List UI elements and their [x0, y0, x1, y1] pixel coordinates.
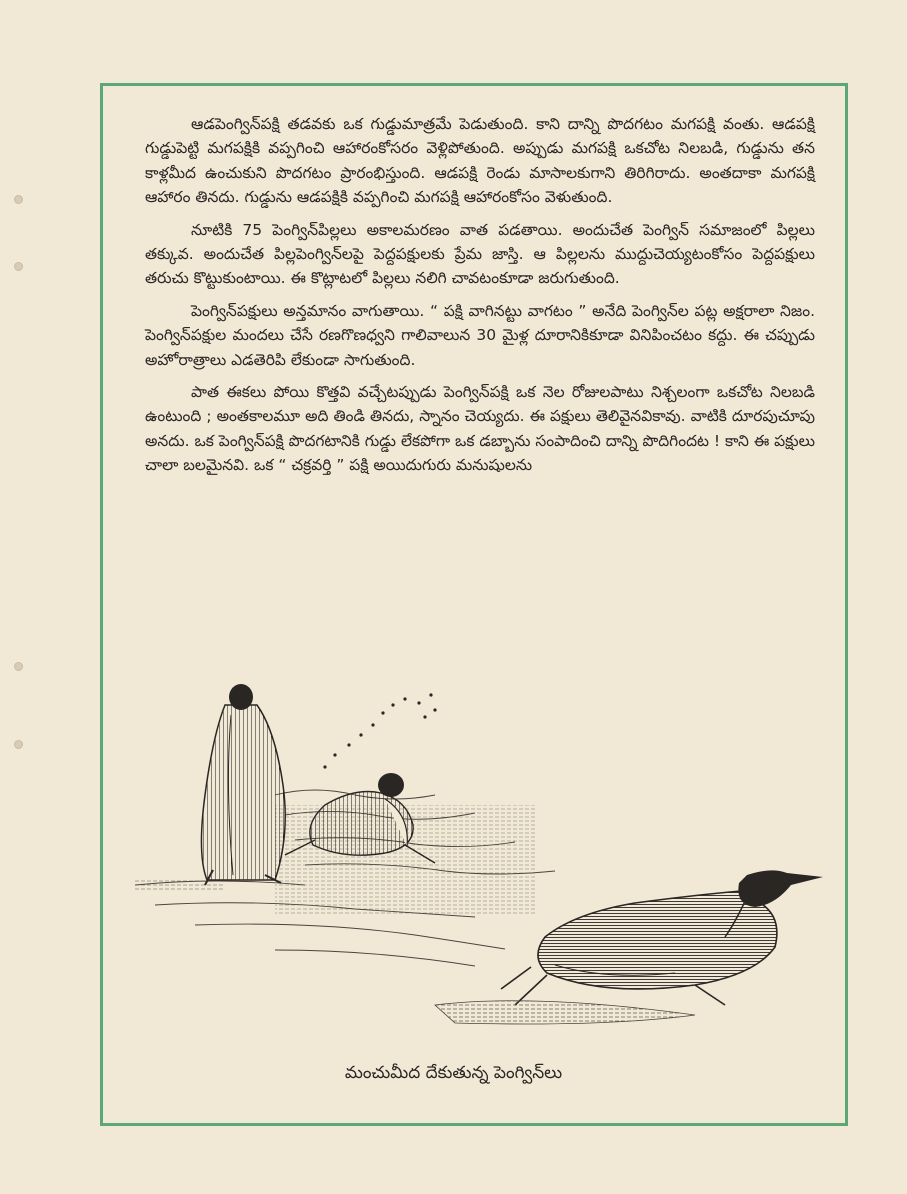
figure-caption: మంచుమీద దేకుతున్న పెంగ్విన్‌లు	[344, 1063, 563, 1083]
penguins-on-ice-icon	[135, 675, 825, 1035]
binding-hole	[14, 740, 23, 749]
binding-hole	[14, 195, 23, 204]
penguin-illustration	[135, 675, 825, 1035]
paragraph-1: ఆడపెంగ్విన్‌పక్షి తడవకు ఒక గుడ్డుమాత్రమే పెడుతుంది. కాని దాన్ని పొదగటం మగపక్షి వంతు. ఆడపక్షి గుడ్డుపెట్టి మగపక్షికి వప్పగించి ఆహారంకోసరం వెళ్లిపోతుంది. అప్పుడు మగపక్షి ఒకచోట నిలబడి, గుడ్డును తన కాళ్లమీద ఉంచుకుని పొదగటం ప్రారంభిస్తుంది. ఆడపక్షి రెండు మాసాలకుగాని తిరిగిరాదు. అంతదాకా మగపక్షి ఆహారం తినదు. గుడ్డును ఆడపక్షికి వప్పగించి మగపక్షి ఆహారంకోసం వెళుతుంది.	[145, 115, 815, 207]
standing-penguin	[201, 684, 285, 885]
paragraph-2: నూటికి 75 పెంగ్విన్‌పిల్లలు అకాలమరణం వాత పడతాయి. అందుచేత పెంగ్విన్ సమాజంలో పిల్లలు తక్కువ. అందుచేత పిల్లపెంగ్విన్‌లపై పెద్దపక్షులకు ప్రేమ జాస్తి. ఆ పిల్లలను ముద్దుచెయ్యటంకోసం పెద్దపక్షులు తరుచు కొట్టుకుంటాయి. ఈ కొట్లాటలో పిల్లలు నలిగి చావటంకూడా జరుగుతుంది.	[145, 220, 815, 288]
body-text	[145, 112, 815, 486]
binding-hole	[14, 662, 23, 671]
binding-hole	[14, 262, 23, 271]
paragraph-4: పాత ఈకలు పోయి కొత్తవి వచ్చేటప్పుడు పెంగ్విన్‌పక్షి ఒక నెల రోజులపాటు నిశ్చలంగా ఒకచోట నిలబడి ఉంటుంది ; అంతకాలమూ అది తిండి తినదు, స్నానం చెయ్యదు. ఈ పక్షులు తెలివైనవికావు. వాటికి దూరపుచూపు అనదు. ఒక పెంగ్విన్‌పక్షి పొదగటానికి గుడ్డు లేకపోగా ఒక డబ్బాను సంపాదించి దాన్ని పొదిగిందట ! కాని ఈ పక్షులు చాలా బలమైనవి. ఒక “ చక్రవర్తి ” పక్షి అయిదుగురు మనుషులను	[145, 383, 815, 475]
paragraph-3: పెంగ్విన్‌పక్షులు అన్తమానం వాగుతాయి. “ పక్షి వాగినట్టు వాగటం ” అనేది పెంగ్విన్‌ల పట్ల అక్షరాలా నిజం. పెంగ్విన్‌పక్షుల మందలు చేసే రణగొణధ్వని గాలివాలున 30 మైళ్ల దూరానికికూడా వినిపించటం కద్దు. ఈ చప్పుడు అహోరాత్రాలు ఎడతెరిపి లేకుండా సాగుతుంది.	[145, 301, 815, 369]
